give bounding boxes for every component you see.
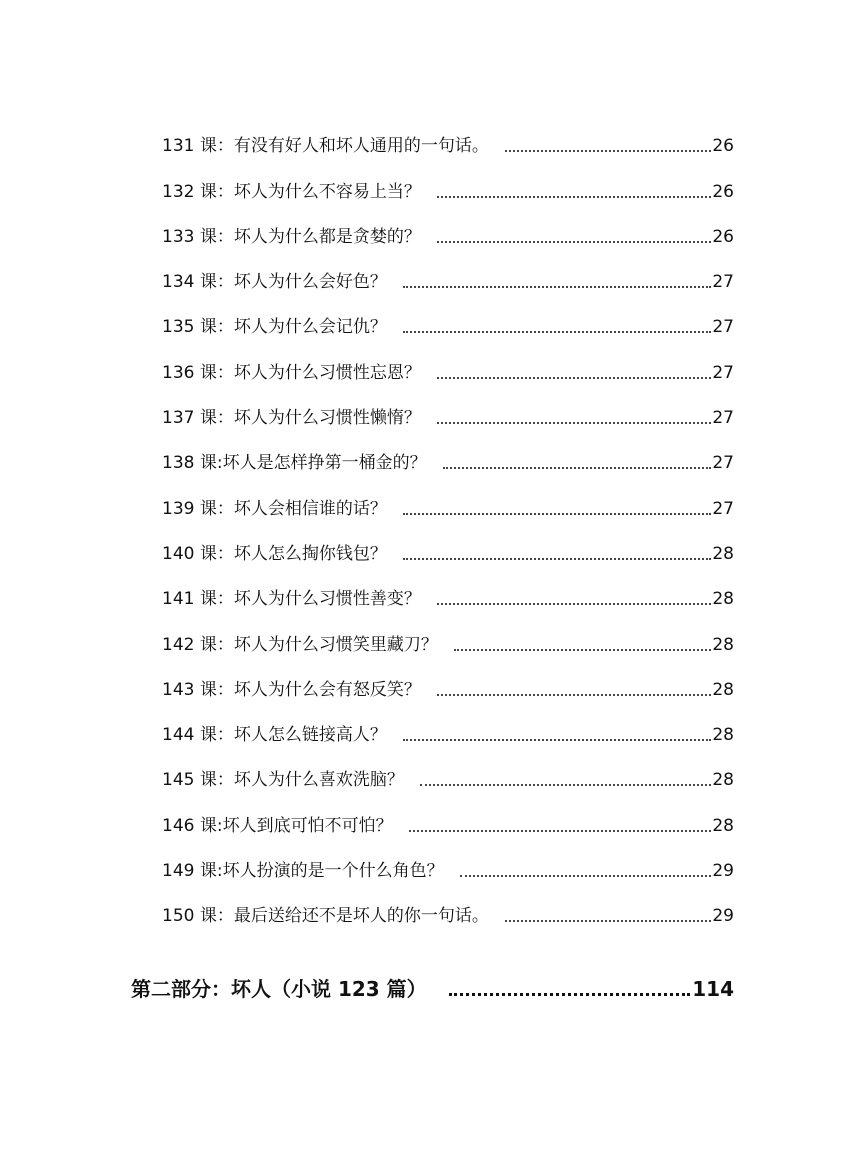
toc-entry-title: 133 课：坏人为什么都是贪婪的？ — [162, 226, 421, 247]
toc-entry[interactable] — [162, 114, 734, 159]
toc-entry-title: 132 课：坏人为什么不容易上当？ — [162, 181, 421, 202]
toc-entry-page-number: 26 — [712, 181, 734, 202]
toc-entry-title: 138 课:坏人是怎样挣第一桶金的？ — [162, 453, 427, 474]
dot-leader — [403, 558, 712, 560]
toc-entry-page-number: 26 — [712, 136, 734, 157]
dot-leader — [505, 920, 712, 922]
toc-entry[interactable] — [162, 522, 734, 567]
toc-entry-title: 131 课：有没有好人和坏人通用的一句话。 — [162, 136, 489, 157]
dot-leader — [403, 739, 712, 741]
toc-entry-page-number: 27 — [712, 408, 734, 429]
toc-entry-title: 141 课：坏人为什么习惯性善变？ — [162, 589, 421, 610]
toc-entry[interactable] — [162, 250, 734, 295]
toc-entry-page-number: 28 — [712, 725, 734, 746]
toc-entry[interactable] — [162, 386, 734, 431]
dot-leader — [505, 150, 712, 152]
toc-entry[interactable] — [162, 612, 734, 657]
toc-entry-page-number: 27 — [712, 317, 734, 338]
toc-entry[interactable] — [162, 793, 734, 838]
toc-entry-title: 149 课:坏人扮演的是一个什么角色？ — [162, 861, 444, 882]
toc-entry-title: 139 课：坏人会相信谁的话？ — [162, 498, 387, 519]
toc-part-heading[interactable] — [131, 974, 734, 1004]
dot-leader — [403, 286, 712, 288]
dot-leader — [420, 784, 712, 786]
toc-entry[interactable] — [162, 884, 734, 929]
dot-leader — [437, 422, 712, 424]
toc-entry-page-number: 29 — [712, 861, 734, 882]
toc-entry-title: 140 课：坏人怎么掏你钱包？ — [162, 543, 387, 564]
toc-entry-title: 150 课：最后送给还不是坏人的你一句话。 — [162, 906, 489, 927]
toc-entry[interactable] — [162, 748, 734, 793]
toc-entry-page-number: 27 — [712, 498, 734, 519]
toc-entry[interactable] — [162, 476, 734, 521]
toc-entry-title: 136 课：坏人为什么习惯性忘恩？ — [162, 362, 421, 383]
toc-entry-page-number: 28 — [712, 770, 734, 791]
dot-leader — [437, 377, 712, 379]
toc-entry[interactable] — [162, 658, 734, 703]
dot-leader — [443, 467, 712, 469]
dot-leader — [437, 241, 712, 243]
dot-leader — [437, 694, 712, 696]
dot-leader — [449, 993, 691, 996]
toc-entry-page-number: 27 — [712, 272, 734, 293]
toc-entry-title: 143 课：坏人为什么会有怒反笑？ — [162, 679, 421, 700]
toc-entry-title: 146 课:坏人到底可怕不可怕？ — [162, 815, 393, 836]
toc-entry-title: 135 课：坏人为什么会记仇？ — [162, 317, 387, 338]
toc-entry-title: 145 课：坏人为什么喜欢洗脑？ — [162, 770, 404, 791]
dot-leader — [454, 649, 712, 651]
toc-entry[interactable] — [162, 567, 734, 612]
part-page-number: 114 — [692, 977, 734, 1001]
toc-entry-title: 144 课：坏人怎么链接高人？ — [162, 725, 387, 746]
toc-entry-title: 142 课：坏人为什么习惯笑里藏刀？ — [162, 634, 438, 655]
toc-entry-page-number: 28 — [712, 634, 734, 655]
toc-entry[interactable] — [162, 431, 734, 476]
toc-entry[interactable] — [162, 340, 734, 385]
dot-leader — [403, 331, 712, 333]
dot-leader — [437, 196, 712, 198]
toc-entry[interactable] — [162, 839, 734, 884]
toc-entry-page-number: 27 — [712, 362, 734, 383]
toc-entry[interactable] — [162, 159, 734, 204]
toc-entry-title: 137 课：坏人为什么习惯性懒惰？ — [162, 408, 421, 429]
toc-entry[interactable] — [162, 703, 734, 748]
toc-entry-page-number: 29 — [712, 906, 734, 927]
dot-leader — [409, 830, 712, 832]
dot-leader — [403, 513, 712, 515]
table-of-contents — [162, 114, 734, 929]
toc-entry-page-number: 28 — [712, 589, 734, 610]
toc-entry-page-number: 28 — [712, 815, 734, 836]
toc-entry-page-number: 27 — [712, 453, 734, 474]
toc-entry-page-number: 26 — [712, 226, 734, 247]
toc-entry[interactable] — [162, 205, 734, 250]
dot-leader — [460, 875, 712, 877]
part-title: 第二部分：坏人（小说 123 篇） — [131, 977, 427, 1001]
toc-entry-page-number: 28 — [712, 679, 734, 700]
toc-entry-title: 134 课：坏人为什么会好色？ — [162, 272, 387, 293]
toc-entry[interactable] — [162, 295, 734, 340]
dot-leader — [437, 603, 712, 605]
toc-entry-page-number: 28 — [712, 543, 734, 564]
